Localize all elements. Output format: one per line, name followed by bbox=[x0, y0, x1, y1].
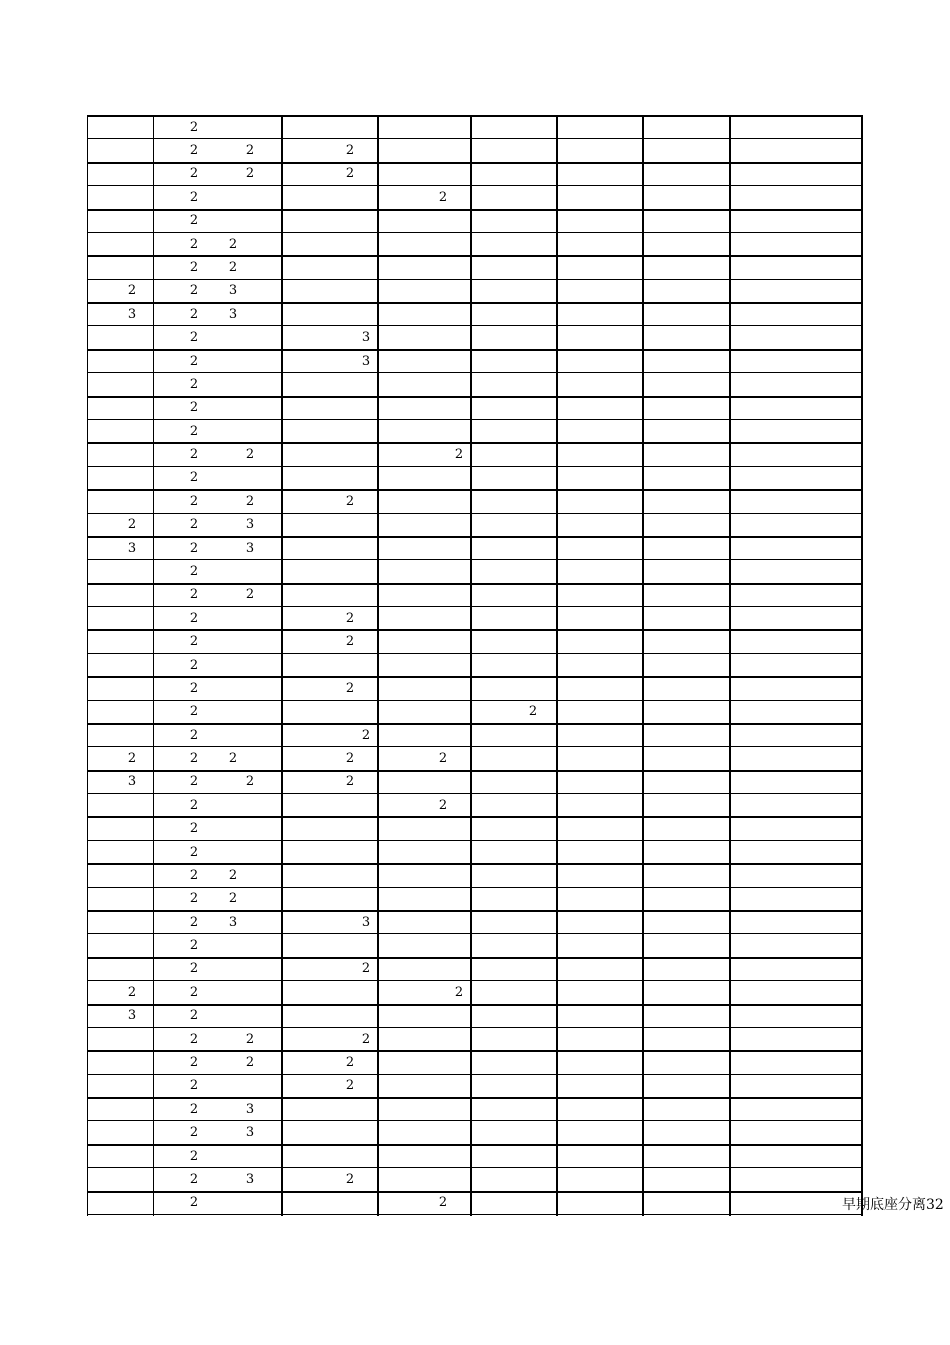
cell-value: 3 bbox=[127, 774, 137, 789]
cell-value: 2 bbox=[189, 915, 199, 930]
cell-value: 2 bbox=[189, 728, 199, 743]
cell-value: 2 bbox=[189, 985, 199, 1000]
cell-value: 2 bbox=[245, 587, 255, 602]
column-divider bbox=[642, 115, 644, 1216]
cell-value: 2 bbox=[189, 774, 199, 789]
row-divider bbox=[87, 770, 862, 772]
cell-value: 3 bbox=[245, 1125, 255, 1140]
row-divider bbox=[87, 700, 862, 701]
row-divider bbox=[87, 863, 862, 865]
row-divider bbox=[87, 489, 862, 491]
column-divider bbox=[861, 115, 863, 1216]
cell-value: 2 bbox=[345, 166, 355, 181]
cell-value: 2 bbox=[189, 307, 199, 322]
cell-value: 2 bbox=[189, 868, 199, 883]
row-divider bbox=[87, 419, 862, 420]
cell-value: 2 bbox=[127, 517, 137, 532]
cell-value: 2 bbox=[361, 728, 371, 743]
cell-value: 2 bbox=[454, 447, 464, 462]
cell-value: 2 bbox=[189, 681, 199, 696]
cell-value: 2 bbox=[189, 1032, 199, 1047]
cell-value: 2 bbox=[438, 1195, 448, 1210]
cell-value: 2 bbox=[189, 634, 199, 649]
cell-value: 2 bbox=[189, 283, 199, 298]
cell-value: 2 bbox=[127, 985, 137, 1000]
cell-value: 3 bbox=[127, 541, 137, 556]
row-divider bbox=[87, 676, 862, 678]
cell-value: 2 bbox=[228, 237, 238, 252]
cell-value: 2 bbox=[189, 1102, 199, 1117]
column-divider bbox=[729, 115, 731, 1216]
row-divider bbox=[87, 1004, 862, 1006]
row-divider bbox=[87, 840, 862, 841]
cell-value: 2 bbox=[189, 961, 199, 976]
row-divider bbox=[87, 349, 862, 351]
cell-value: 3 bbox=[228, 283, 238, 298]
row-divider bbox=[87, 302, 862, 304]
cell-value: 2 bbox=[454, 985, 464, 1000]
cell-value: 2 bbox=[189, 891, 199, 906]
cell-value: 2 bbox=[189, 1055, 199, 1070]
cell-value: 3 bbox=[361, 354, 371, 369]
cell-value: 2 bbox=[189, 587, 199, 602]
cell-value: 2 bbox=[189, 377, 199, 392]
cell-value: 2 bbox=[189, 143, 199, 158]
row-divider bbox=[87, 1074, 862, 1075]
cell-value: 2 bbox=[345, 751, 355, 766]
cell-value: 2 bbox=[245, 447, 255, 462]
cell-value: 3 bbox=[127, 1008, 137, 1023]
row-divider bbox=[87, 653, 862, 654]
cell-value: 2 bbox=[245, 143, 255, 158]
column-divider bbox=[556, 115, 558, 1216]
cell-value: 3 bbox=[245, 1172, 255, 1187]
row-divider bbox=[87, 536, 862, 538]
cell-value: 2 bbox=[189, 400, 199, 415]
cell-value: 2 bbox=[189, 564, 199, 579]
row-divider bbox=[87, 466, 862, 467]
column-divider bbox=[153, 115, 154, 1216]
row-divider bbox=[87, 138, 862, 139]
row-divider bbox=[87, 442, 862, 444]
row-divider bbox=[87, 1050, 862, 1052]
cell-value: 2 bbox=[189, 845, 199, 860]
cell-value: 2 bbox=[345, 143, 355, 158]
cell-value: 2 bbox=[189, 494, 199, 509]
row-divider bbox=[87, 606, 862, 607]
row-divider bbox=[87, 1191, 862, 1193]
cell-value: 2 bbox=[189, 447, 199, 462]
cell-value: 2 bbox=[228, 751, 238, 766]
column-divider bbox=[87, 115, 88, 1216]
cell-value: 2 bbox=[345, 1172, 355, 1187]
cell-value: 2 bbox=[245, 774, 255, 789]
cell-value: 3 bbox=[245, 1102, 255, 1117]
cell-value: 2 bbox=[189, 798, 199, 813]
cell-value: 2 bbox=[438, 190, 448, 205]
column-divider bbox=[377, 115, 379, 1216]
cell-value: 2 bbox=[228, 868, 238, 883]
row-divider bbox=[87, 980, 862, 981]
cell-value: 2 bbox=[345, 774, 355, 789]
cell-value: 2 bbox=[189, 611, 199, 626]
cell-value: 2 bbox=[127, 283, 137, 298]
row-divider bbox=[87, 1027, 862, 1028]
cell-value: 2 bbox=[189, 541, 199, 556]
cell-value: 2 bbox=[438, 751, 448, 766]
cell-value: 2 bbox=[345, 611, 355, 626]
cell-value: 3 bbox=[245, 517, 255, 532]
cell-value: 2 bbox=[189, 260, 199, 275]
cell-value: 2 bbox=[189, 354, 199, 369]
cell-value: 2 bbox=[361, 1032, 371, 1047]
footer-note: 早期底座分离32 bbox=[842, 1197, 944, 1213]
cell-value: 3 bbox=[127, 307, 137, 322]
cell-value: 2 bbox=[189, 237, 199, 252]
row-divider bbox=[87, 793, 862, 794]
cell-value: 2 bbox=[228, 891, 238, 906]
row-divider bbox=[87, 115, 862, 117]
row-divider bbox=[87, 325, 862, 326]
cell-value: 3 bbox=[361, 330, 371, 345]
cell-value: 2 bbox=[189, 120, 199, 135]
cell-value: 2 bbox=[189, 517, 199, 532]
cell-value: 3 bbox=[228, 915, 238, 930]
cell-value: 2 bbox=[189, 1125, 199, 1140]
cell-value: 2 bbox=[189, 1078, 199, 1093]
row-divider bbox=[87, 1097, 862, 1099]
cell-value: 2 bbox=[189, 1195, 199, 1210]
cell-value: 2 bbox=[345, 1078, 355, 1093]
cell-value: 2 bbox=[189, 1149, 199, 1164]
cell-value: 2 bbox=[189, 424, 199, 439]
row-divider bbox=[87, 583, 862, 585]
cell-value: 2 bbox=[345, 681, 355, 696]
row-divider bbox=[87, 746, 862, 747]
cell-value: 3 bbox=[245, 541, 255, 556]
cell-value: 2 bbox=[361, 961, 371, 976]
cell-value: 2 bbox=[189, 166, 199, 181]
cell-value: 2 bbox=[245, 1032, 255, 1047]
row-divider bbox=[87, 372, 862, 373]
cell-value: 2 bbox=[189, 938, 199, 953]
row-divider bbox=[87, 723, 862, 725]
cell-value: 2 bbox=[189, 821, 199, 836]
cell-value: 2 bbox=[189, 751, 199, 766]
row-divider bbox=[87, 185, 862, 186]
cell-value: 2 bbox=[127, 751, 137, 766]
cell-value: 2 bbox=[189, 704, 199, 719]
row-divider bbox=[87, 629, 862, 631]
cell-value: 2 bbox=[228, 260, 238, 275]
cell-value: 2 bbox=[189, 213, 199, 228]
cell-value: 2 bbox=[245, 494, 255, 509]
row-divider bbox=[87, 162, 862, 164]
cell-value: 2 bbox=[245, 1055, 255, 1070]
row-divider bbox=[87, 910, 862, 912]
row-divider bbox=[87, 1144, 862, 1146]
cell-value: 3 bbox=[228, 307, 238, 322]
cell-value: 2 bbox=[438, 798, 448, 813]
cell-value: 2 bbox=[189, 658, 199, 673]
row-divider bbox=[87, 816, 862, 818]
row-divider bbox=[87, 279, 862, 280]
cell-value: 2 bbox=[245, 166, 255, 181]
row-divider bbox=[87, 232, 862, 233]
row-divider bbox=[87, 1120, 862, 1121]
cell-value: 3 bbox=[361, 915, 371, 930]
row-divider bbox=[87, 1167, 862, 1168]
cell-value: 2 bbox=[189, 190, 199, 205]
row-divider bbox=[87, 513, 862, 514]
row-divider bbox=[87, 933, 862, 934]
cell-value: 2 bbox=[528, 704, 538, 719]
cell-value: 2 bbox=[189, 1172, 199, 1187]
cell-value: 2 bbox=[345, 634, 355, 649]
column-divider bbox=[470, 115, 472, 1216]
cell-value: 2 bbox=[345, 494, 355, 509]
row-divider bbox=[87, 396, 862, 398]
row-divider bbox=[87, 559, 862, 560]
row-divider bbox=[87, 1214, 862, 1215]
cell-value: 2 bbox=[345, 1055, 355, 1070]
cell-value: 2 bbox=[189, 330, 199, 345]
cell-value: 2 bbox=[189, 1008, 199, 1023]
column-divider bbox=[281, 115, 283, 1216]
row-divider bbox=[87, 887, 862, 888]
cell-value: 2 bbox=[189, 470, 199, 485]
row-divider bbox=[87, 957, 862, 959]
row-divider bbox=[87, 209, 862, 211]
row-divider bbox=[87, 255, 862, 257]
